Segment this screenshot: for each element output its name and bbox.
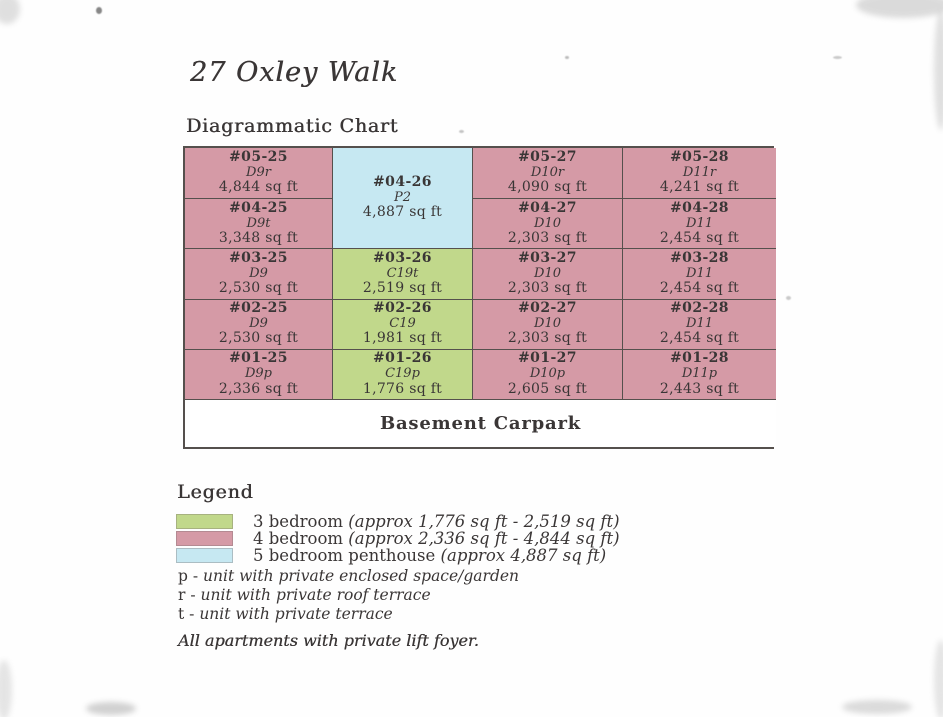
unit-type: D9r bbox=[246, 164, 271, 180]
unit-type: D11r bbox=[682, 164, 717, 180]
scan-smudge bbox=[856, 0, 943, 18]
unit-area: 4,241 sq ft bbox=[659, 179, 740, 196]
unit-number: #03-27 bbox=[518, 250, 577, 267]
legend-row bbox=[176, 513, 620, 530]
unit-type: D9 bbox=[249, 265, 268, 281]
unit-area: 2,454 sq ft bbox=[659, 230, 740, 247]
unit-number: #05-28 bbox=[670, 149, 729, 166]
unit-cell-03-28 bbox=[622, 248, 776, 298]
unit-number: #02-27 bbox=[518, 300, 577, 317]
legend-label-text: 3 bedroom bbox=[253, 512, 344, 531]
unit-type: D10r bbox=[530, 164, 565, 180]
footnote-t bbox=[178, 605, 519, 624]
legend-note-text: (approx 2,336 sq ft - 4,844 sq ft) bbox=[348, 529, 620, 548]
unit-area: 2,454 sq ft bbox=[659, 330, 740, 347]
footnote-separator: - bbox=[187, 567, 204, 585]
unit-area: 2,443 sq ft bbox=[659, 380, 740, 397]
footnote-separator: - bbox=[185, 586, 201, 604]
unit-number: #01-25 bbox=[229, 350, 288, 367]
legend-label bbox=[253, 546, 606, 565]
unit-area: 2,519 sq ft bbox=[362, 280, 443, 297]
unit-type: D10 bbox=[534, 265, 561, 281]
unit-cell-03-27 bbox=[472, 248, 622, 298]
legend-row bbox=[176, 547, 620, 564]
unit-number: #01-28 bbox=[670, 350, 729, 367]
unit-area: 2,336 sq ft bbox=[218, 380, 299, 397]
scan-smudge bbox=[0, 0, 20, 24]
footnote-prefix: t bbox=[178, 605, 185, 623]
unit-cell-05-27 bbox=[472, 148, 622, 198]
unit-cell-05-25 bbox=[185, 148, 332, 198]
legend-heading: Legend bbox=[177, 481, 254, 503]
unit-number: #04-26 bbox=[373, 174, 432, 191]
unit-type: D10 bbox=[534, 315, 561, 331]
unit-type: D11p bbox=[681, 366, 718, 382]
scan-smudge bbox=[934, 10, 943, 130]
unit-area: 2,605 sq ft bbox=[507, 380, 588, 397]
unit-type: C19 bbox=[389, 315, 416, 331]
unit-area: 2,303 sq ft bbox=[507, 280, 588, 297]
unit-cell-02-28 bbox=[622, 299, 776, 349]
unit-type: D9 bbox=[249, 315, 268, 331]
unit-number: #01-27 bbox=[518, 350, 577, 367]
stacking-plan-table bbox=[183, 146, 774, 449]
legend-label-text: 5 bedroom penthouse bbox=[253, 546, 436, 565]
scan-speck bbox=[786, 296, 791, 300]
unit-cell-02-25 bbox=[185, 299, 332, 349]
unit-number: #03-26 bbox=[373, 250, 432, 267]
unit-cell-04-27 bbox=[472, 198, 622, 248]
unit-area: 2,454 sq ft bbox=[659, 280, 740, 297]
unit-cell-02-26 bbox=[332, 299, 472, 349]
footnote-text: unit with private terrace bbox=[199, 605, 393, 623]
legend-label-text: 4 bedroom bbox=[253, 529, 344, 548]
unit-cell-01-27 bbox=[472, 349, 622, 399]
scan-speck bbox=[565, 56, 569, 59]
page-title: 27 Oxley Walk bbox=[190, 57, 399, 88]
unit-area: 3,348 sq ft bbox=[218, 230, 299, 247]
unit-type: D11 bbox=[686, 215, 713, 231]
footnote-p bbox=[178, 567, 519, 586]
legend-swatch bbox=[176, 548, 233, 563]
footnote-text: unit with private enclosed space/garden bbox=[203, 567, 520, 585]
footnotes bbox=[178, 567, 519, 624]
legend-row bbox=[176, 530, 620, 547]
scan-smudge bbox=[934, 640, 943, 717]
unit-area: 2,303 sq ft bbox=[507, 330, 588, 347]
footnote-separator: - bbox=[184, 605, 200, 623]
unit-number: #01-26 bbox=[373, 350, 432, 367]
unit-area: 1,981 sq ft bbox=[362, 330, 443, 347]
footnote-r bbox=[178, 586, 519, 605]
footnote-prefix: p bbox=[178, 567, 188, 585]
basement-carpark-cell bbox=[185, 399, 776, 447]
legend-swatch bbox=[176, 531, 233, 546]
unit-number: #03-25 bbox=[229, 250, 288, 267]
unit-area: 4,090 sq ft bbox=[507, 179, 588, 196]
unit-number: #02-26 bbox=[373, 300, 432, 317]
footnote-text: unit with private roof terrace bbox=[200, 586, 431, 604]
unit-number: #04-25 bbox=[229, 199, 288, 216]
unit-number: #04-27 bbox=[518, 199, 577, 216]
unit-cell-04-28 bbox=[622, 198, 776, 248]
scan-speck bbox=[459, 130, 464, 133]
scan-speck bbox=[96, 7, 102, 14]
unit-number: #05-27 bbox=[518, 149, 577, 166]
legend-swatch bbox=[176, 514, 233, 529]
legend-note-text: (approx 1,776 sq ft - 2,519 sq ft) bbox=[348, 512, 620, 531]
unit-cell-04-25 bbox=[185, 198, 332, 248]
unit-type: D9p bbox=[244, 366, 272, 382]
unit-type: D10p bbox=[529, 366, 566, 382]
scan-smudge bbox=[0, 660, 12, 717]
footer-note: All apartments with private lift foyer. bbox=[178, 631, 479, 650]
chart-heading: Diagrammatic Chart bbox=[186, 115, 399, 137]
unit-cell-01-26 bbox=[332, 349, 472, 399]
scan-smudge bbox=[842, 700, 912, 714]
unit-area: 1,776 sq ft bbox=[362, 380, 443, 397]
unit-cell-03-26 bbox=[332, 248, 472, 298]
basement-carpark-label: Basement Carpark bbox=[379, 413, 582, 434]
unit-area: 4,844 sq ft bbox=[218, 179, 299, 196]
unit-area: 2,530 sq ft bbox=[218, 330, 299, 347]
unit-number: #04-28 bbox=[670, 199, 729, 216]
unit-type: P2 bbox=[393, 189, 412, 205]
unit-type: D11 bbox=[686, 315, 713, 331]
unit-area: 2,303 sq ft bbox=[507, 230, 588, 247]
legend-note-text: (approx 4,887 sq ft) bbox=[440, 546, 607, 565]
unit-type: C19p bbox=[385, 366, 420, 382]
scan-smudge bbox=[86, 702, 136, 715]
unit-cell-05-28 bbox=[622, 148, 776, 198]
unit-cell-02-27 bbox=[472, 299, 622, 349]
unit-number: #05-25 bbox=[229, 149, 288, 166]
unit-number: #02-25 bbox=[229, 300, 288, 317]
unit-number: #03-28 bbox=[670, 250, 729, 267]
unit-number: #02-28 bbox=[670, 300, 729, 317]
unit-type: D11 bbox=[686, 265, 713, 281]
unit-area: 2,530 sq ft bbox=[218, 280, 299, 297]
unit-cell-01-25 bbox=[185, 349, 332, 399]
legend bbox=[176, 513, 620, 564]
unit-type: C19t bbox=[386, 265, 419, 281]
unit-area: 4,887 sq ft bbox=[362, 204, 443, 221]
unit-cell-04-26 bbox=[332, 148, 472, 248]
unit-cell-01-28 bbox=[622, 349, 776, 399]
unit-type: D10 bbox=[534, 215, 561, 231]
unit-cell-03-25 bbox=[185, 248, 332, 298]
unit-type: D9t bbox=[246, 215, 271, 231]
footnote-prefix: r bbox=[178, 586, 186, 604]
scan-speck bbox=[833, 56, 842, 59]
